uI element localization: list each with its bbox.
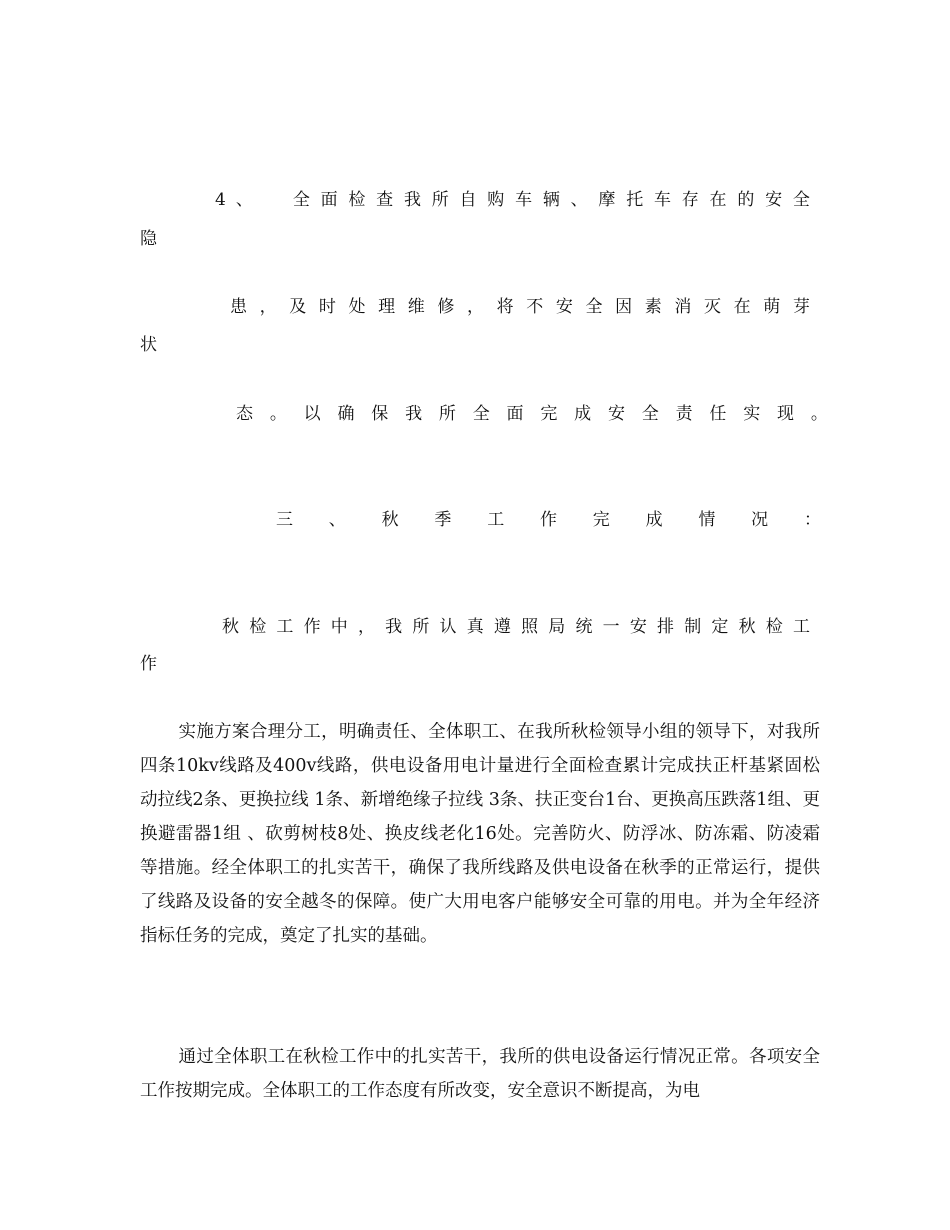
item4-line3-char: 态 [236, 404, 253, 424]
autumn-line1-char: 局 [548, 617, 566, 637]
autumn-line1-char: 真 [466, 617, 484, 637]
item4-line2-char: 时 [318, 297, 336, 317]
item4-line1-text [293, 188, 810, 212]
autumn-line1-char: 照 [521, 617, 539, 637]
section3-heading-char: 季 [434, 510, 452, 530]
autumn-line1-char: 一 [602, 617, 620, 637]
item4-line1-char: 托 [626, 190, 644, 210]
item4-line3-char: 。 [269, 404, 287, 424]
autumn-line1-char: 秋 [222, 617, 239, 637]
item4-line2-char: 理 [378, 297, 396, 317]
autumn-line1-char: 制 [684, 617, 702, 637]
paragraph-text: 实施方案合理分工，明确责任、全体职工、在我所秋检领导小组的领导下，对我所四条10kv线路及400v线路，供电设备用电计量进行全面检查累计完成扶正杆基紧固松动拉线2条、更换拉线 1条、新增绝缘子拉线 3条、扶正变台1台、更换高压跌落1组、更换避雷器1组 、砍剪树枝8处、换皮线老化16处。完善防火、防浮冰、防冻霜、防凌霜等措施。经全体职工的扎实苦干，确保了我所线路及供电设备在秋季的正常运行，提供了线路及设备的安全越冬的保障。使广大用电客户能够安全可靠的用电。并为全年经济指标任务的完成，奠定了扎实的基础。 [140, 722, 820, 946]
autumn-line1-char: 中 [330, 617, 348, 637]
item4-line3-char: 保 [371, 404, 389, 424]
section3-heading-char: 三 [276, 510, 293, 530]
item4-line1-char: 车 [515, 190, 533, 210]
item4-line2-char: 将 [496, 297, 514, 317]
section3-heading-char: 工 [487, 510, 505, 530]
item4-line1-char: 存 [681, 190, 699, 210]
item4-line2-char: 不 [526, 297, 544, 317]
item4-line3-char: 责 [675, 404, 693, 424]
item4-line2-char: 消 [674, 297, 692, 317]
item4-line1-char: 面 [320, 190, 338, 210]
item4-line1 [215, 188, 810, 212]
item4-line3-char: 全 [472, 404, 490, 424]
item4-line2-char: 在 [733, 297, 751, 317]
item4-line1-char: 全 [292, 190, 310, 210]
item4-line3-char: 确 [337, 404, 355, 424]
section3-heading-char: 况 [751, 510, 769, 530]
item4-line2-char: 安 [555, 297, 573, 317]
item4-line2 [230, 295, 810, 319]
item4-line2-char: ， [467, 297, 484, 317]
item4-line3-char: 现 [777, 404, 794, 424]
item4-line3-char: 以 [303, 404, 321, 424]
section3-heading-char: ： [803, 510, 821, 530]
section3-heading-char: 完 [592, 510, 610, 530]
item4-line2-char: ， [259, 297, 277, 317]
autumn-line1-char: 排 [657, 617, 674, 637]
autumn-paragraph-2 [140, 1040, 820, 1108]
item4-line2-char: 萌 [763, 297, 781, 317]
item4-line3 [236, 402, 828, 426]
autumn-line1-char: 安 [629, 617, 647, 637]
item4-line2-wrap: 状 [140, 335, 157, 355]
item4-line3-char: 面 [506, 404, 524, 424]
item4-line3-char: 成 [574, 404, 592, 424]
autumn-line1-char: 认 [439, 617, 457, 637]
item4-line1-char: 自 [459, 190, 477, 210]
item4-line3-char: 任 [709, 404, 727, 424]
autumn-line1-char: 统 [575, 617, 593, 637]
autumn-line1-char: 工 [276, 617, 294, 637]
item4-line2-char: 患 [230, 297, 247, 317]
section3-heading-char: 、 [328, 510, 346, 530]
item4-line1-char: 检 [348, 190, 366, 210]
autumn-line1-char: 我 [385, 617, 403, 637]
autumn-line1-char: 遵 [493, 617, 511, 637]
section3-heading [276, 508, 821, 532]
item4-line3-char: 实 [743, 404, 761, 424]
item4-line1-char: 在 [709, 190, 727, 210]
item4-line1-char: 购 [487, 190, 505, 210]
item4-line3-char: 安 [607, 404, 625, 424]
item4-line2-char: 全 [585, 297, 603, 317]
autumn-line1-char: 工 [792, 617, 810, 637]
autumn-paragraph-1 [140, 715, 820, 953]
paragraph-text: 通过全体职工在秋检工作中的扎实苦干，我所的供电设备运行情况正常。各项安全工作按期完成。全体职工的工作态度有所改变，安全意识不断提高，为电 [140, 1047, 820, 1101]
item4-line1-char: 我 [403, 190, 421, 210]
item4-line1-char: 摩 [598, 190, 616, 210]
item4-line2-char: 灭 [704, 297, 721, 317]
autumn-line1-wrap: 作 [140, 654, 157, 674]
item4-line2-char: 素 [644, 297, 662, 317]
autumn-line1-char: 秋 [738, 617, 756, 637]
section3-heading-char: 成 [645, 510, 663, 530]
item4-line2-char: 维 [407, 297, 425, 317]
autumn-line1-char: ， [357, 617, 375, 637]
item4-line3-char: 完 [540, 404, 558, 424]
item4-line1-char: 辆 [542, 190, 560, 210]
item4-line2-char: 芽 [792, 297, 810, 317]
autumn-line1 [222, 615, 810, 639]
item4-line1-char: 查 [376, 190, 394, 210]
item4-line3-char: 我 [405, 404, 423, 424]
item4-line1-char: 、 [570, 190, 588, 210]
autumn-line1-char: 作 [303, 617, 321, 637]
section3-heading-char: 作 [539, 510, 557, 530]
item4-line2-char: 及 [289, 297, 307, 317]
item4-line2-char: 因 [615, 297, 633, 317]
item4-line2-char: 处 [348, 297, 366, 317]
item4-line1-char: 车 [653, 190, 671, 210]
item4-line1-char: 全 [792, 190, 810, 210]
item4-line1-char: 的 [737, 190, 755, 210]
item4-line3-char: 所 [438, 404, 456, 424]
item4-line3-char: 全 [641, 404, 659, 424]
item4-line2-char: 修 [437, 297, 455, 317]
autumn-line1-char: 所 [412, 617, 430, 637]
autumn-line1-char: 定 [711, 617, 729, 637]
section3-heading-char: 情 [698, 510, 716, 530]
item4-line3-char: 。 [810, 404, 828, 424]
item4-line1-char: 所 [431, 190, 449, 210]
autumn-line1-char: 检 [765, 617, 783, 637]
item-number: 4、 [215, 190, 263, 210]
autumn-line1-char: 检 [249, 617, 267, 637]
section3-heading-char: 秋 [381, 510, 399, 530]
item4-line1-char: 安 [765, 190, 783, 210]
item4-line1-wrap: 隐 [140, 229, 157, 249]
